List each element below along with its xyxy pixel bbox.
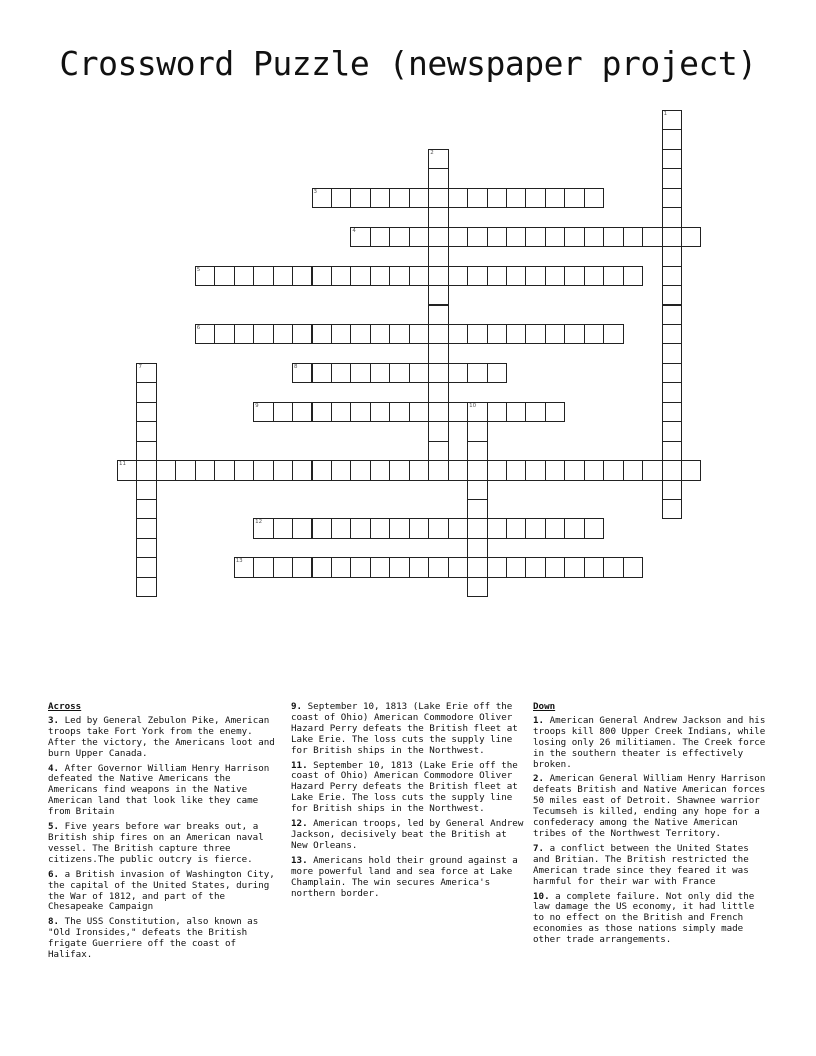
grid-cell[interactable] xyxy=(448,402,468,422)
grid-cell[interactable] xyxy=(506,188,526,208)
grid-cell[interactable] xyxy=(623,266,643,286)
clue-text: September 10, 1813 (Lake Erie off the coast of Ohio) American Commodore Oliver Hazard Perry defeats the British fleet at Lake Erie. The loss cuts the supply line for British ships in the Northwest. xyxy=(291,701,518,756)
clue-number: 1. xyxy=(533,714,545,726)
grid-cell[interactable] xyxy=(312,324,332,344)
down-heading: Down xyxy=(533,701,556,712)
grid-cell[interactable] xyxy=(584,266,604,286)
grid-cell[interactable] xyxy=(428,168,448,188)
grid-cell[interactable] xyxy=(467,227,487,247)
grid-cell[interactable] xyxy=(467,363,487,383)
grid-cell[interactable] xyxy=(428,246,448,266)
grid-cell[interactable] xyxy=(409,460,429,480)
grid-cell[interactable] xyxy=(350,227,370,247)
clue-across-4 xyxy=(48,764,280,819)
clue-number: 6. xyxy=(48,868,60,880)
grid-cell[interactable] xyxy=(662,363,682,383)
clues-column-2 xyxy=(291,702,526,903)
grid-cell[interactable] xyxy=(642,227,662,247)
grid-cell[interactable] xyxy=(312,557,332,577)
grid-cell[interactable] xyxy=(545,188,565,208)
grid-cell[interactable] xyxy=(564,557,584,577)
clue-across-11 xyxy=(291,761,526,816)
clue-number-label: 8 xyxy=(294,363,298,370)
grid-cell[interactable] xyxy=(662,499,682,519)
grid-cell[interactable] xyxy=(603,557,623,577)
grid-cell[interactable] xyxy=(136,460,156,480)
clue-across-12 xyxy=(291,819,526,852)
grid-cell[interactable] xyxy=(545,557,565,577)
clue-number-label: 2 xyxy=(430,149,434,156)
grid-cell[interactable] xyxy=(409,402,429,422)
grid-cell[interactable] xyxy=(545,266,565,286)
clue-text: American General William Henry Harrison defeats British and Native American forces 50 miles east of Detroit. Shawnee warrior Tecumseh is killed, ending any hope for a confederacy among the Native American tribes of the Northwest Territory. xyxy=(533,773,766,839)
grid-cell[interactable] xyxy=(312,518,332,538)
grid-cell[interactable] xyxy=(525,460,545,480)
grid-cell[interactable] xyxy=(681,460,701,480)
grid-cell[interactable] xyxy=(350,324,370,344)
grid-cell[interactable] xyxy=(370,266,390,286)
grid-cell[interactable] xyxy=(234,266,254,286)
grid-cell[interactable] xyxy=(331,518,351,538)
grid-cell[interactable] xyxy=(428,382,448,402)
grid-cell[interactable] xyxy=(214,460,234,480)
clue-text: After Governor William Henry Harrison defeated the Native Americans the Americans find weapons in the Native American land that look like they came from Britain xyxy=(48,762,270,818)
grid-cell[interactable] xyxy=(487,266,507,286)
grid-cell[interactable] xyxy=(292,518,312,538)
grid-cell[interactable] xyxy=(467,460,487,480)
grid-cell[interactable] xyxy=(662,207,682,227)
grid-cell[interactable] xyxy=(467,499,487,519)
grid-cell[interactable] xyxy=(409,518,429,538)
grid-cell[interactable] xyxy=(350,188,370,208)
grid-cell[interactable] xyxy=(448,518,468,538)
grid-cell[interactable] xyxy=(409,363,429,383)
grid-cell[interactable] xyxy=(331,363,351,383)
grid-cell[interactable] xyxy=(370,402,390,422)
grid-cell[interactable] xyxy=(409,266,429,286)
across-heading: Across xyxy=(48,701,82,712)
grid-cell[interactable] xyxy=(506,266,526,286)
grid-cell[interactable] xyxy=(273,460,293,480)
grid-cell[interactable] xyxy=(662,324,682,344)
grid-cell[interactable] xyxy=(389,363,409,383)
grid-cell[interactable] xyxy=(253,518,273,538)
grid-cell[interactable] xyxy=(428,149,448,169)
grid-cell[interactable] xyxy=(273,324,293,344)
clue-number: 8. xyxy=(48,916,60,928)
grid-cell[interactable] xyxy=(428,363,448,383)
grid-cell[interactable] xyxy=(273,557,293,577)
grid-cell[interactable] xyxy=(350,518,370,538)
clue-text: Americans hold their ground against a more powerful land and sea force at Lake Champlain. The win secures America's northern border. xyxy=(291,854,518,899)
grid-cell[interactable] xyxy=(292,266,312,286)
grid-cell[interactable] xyxy=(136,382,156,402)
grid-cell[interactable] xyxy=(428,402,448,422)
clue-text: Five years before war breaks out, a British ship fires on an American naval vessel. The British capture three citizens.The public outcry is fierce. xyxy=(48,821,264,865)
clues-column-1 xyxy=(48,702,280,965)
clue-number: 12. xyxy=(291,818,308,830)
grid-cell[interactable] xyxy=(662,149,682,169)
grid-cell[interactable] xyxy=(428,460,448,480)
grid-cell[interactable] xyxy=(681,227,701,247)
grid-cell[interactable] xyxy=(234,557,254,577)
grid-cell[interactable] xyxy=(467,441,487,461)
clue-number: 2. xyxy=(533,773,545,785)
grid-cell[interactable] xyxy=(195,266,215,286)
clue-across-3 xyxy=(48,716,280,760)
grid-cell[interactable] xyxy=(584,227,604,247)
clue-number: 3. xyxy=(48,714,60,726)
clue-down-10 xyxy=(533,892,768,947)
grid-cell[interactable] xyxy=(428,227,448,247)
grid-cell[interactable] xyxy=(662,129,682,149)
clue-text: Led by General Zebulon Pike, American troops take Fort York from the enemy. After the victory, the Americans loot and burn Upper Canada. xyxy=(48,714,275,759)
grid-cell[interactable] xyxy=(331,460,351,480)
grid-cell[interactable] xyxy=(292,557,312,577)
clue-across-5 xyxy=(48,822,280,866)
clue-across-6 xyxy=(48,870,280,914)
grid-cell[interactable] xyxy=(662,343,682,363)
grid-cell[interactable] xyxy=(662,285,682,305)
grid-cell[interactable] xyxy=(448,460,468,480)
grid-cell[interactable] xyxy=(662,382,682,402)
grid-cell[interactable] xyxy=(623,227,643,247)
grid-cell[interactable] xyxy=(428,324,448,344)
clue-text: a conflict between the United States and Britian. The British restricted the American trade since they feared it was harmful for their war with France xyxy=(533,842,749,887)
grid-cell[interactable] xyxy=(428,305,448,325)
grid-cell[interactable] xyxy=(662,227,682,247)
clue-across-8 xyxy=(48,917,280,961)
grid-cell[interactable] xyxy=(136,499,156,519)
grid-cell[interactable] xyxy=(448,227,468,247)
grid-cell[interactable] xyxy=(467,421,487,441)
grid-cell[interactable] xyxy=(564,266,584,286)
grid-cell[interactable] xyxy=(136,518,156,538)
grid-cell[interactable] xyxy=(467,402,487,422)
grid-cell[interactable] xyxy=(350,557,370,577)
clue-down-7 xyxy=(533,844,768,888)
clue-number-label: 1 xyxy=(663,111,668,117)
grid-cell[interactable] xyxy=(662,110,682,130)
clue-text: The USS Constitution, also known as "Old Ironsides," defeats the British frigate Guerriere off the coast of Halifax. xyxy=(48,916,259,961)
grid-cell[interactable] xyxy=(564,460,584,480)
grid-cell[interactable] xyxy=(389,460,409,480)
grid-cell[interactable] xyxy=(487,557,507,577)
grid-cell[interactable] xyxy=(195,460,215,480)
grid-cell[interactable] xyxy=(545,518,565,538)
grid-cell[interactable] xyxy=(487,188,507,208)
grid-cell[interactable] xyxy=(467,266,487,286)
grid-cell[interactable] xyxy=(467,557,487,577)
clue-number: 13. xyxy=(291,854,308,866)
grid-cell[interactable] xyxy=(662,402,682,422)
clue-number: 7. xyxy=(533,842,545,854)
grid-cell[interactable] xyxy=(525,557,545,577)
grid-cell[interactable] xyxy=(506,518,526,538)
grid-cell[interactable] xyxy=(525,188,545,208)
grid-cell[interactable] xyxy=(603,460,623,480)
grid-cell[interactable] xyxy=(467,577,487,597)
grid-cell[interactable] xyxy=(370,188,390,208)
grid-cell[interactable] xyxy=(370,324,390,344)
grid-cell[interactable] xyxy=(389,266,409,286)
grid-cell[interactable] xyxy=(545,402,565,422)
clue-text: American troops, led by General Andrew Jackson, decisively beat the British at New Orleans. xyxy=(291,818,524,851)
grid-cell[interactable] xyxy=(564,227,584,247)
grid-cell[interactable] xyxy=(214,324,234,344)
grid-cell[interactable] xyxy=(389,518,409,538)
page-title: Crossword Puzzle (newspaper project) xyxy=(59,44,757,83)
grid-cell[interactable] xyxy=(312,188,332,208)
grid-cell[interactable] xyxy=(623,557,643,577)
clue-number-label: 6 xyxy=(196,324,201,331)
grid-cell[interactable] xyxy=(506,460,526,480)
grid-cell[interactable] xyxy=(331,557,351,577)
grid-cell[interactable] xyxy=(195,324,215,344)
grid-cell[interactable] xyxy=(623,460,643,480)
grid-cell[interactable] xyxy=(136,538,156,558)
grid-cell[interactable] xyxy=(136,480,156,500)
grid-cell[interactable] xyxy=(487,402,507,422)
grid-cell[interactable] xyxy=(350,460,370,480)
grid-cell[interactable] xyxy=(564,188,584,208)
grid-cell[interactable] xyxy=(156,460,176,480)
grid-cell[interactable] xyxy=(525,266,545,286)
clue-number-label: 3 xyxy=(313,188,317,195)
grid-cell[interactable] xyxy=(662,168,682,188)
grid-cell[interactable] xyxy=(370,460,390,480)
clue-number-label: 4 xyxy=(352,227,356,234)
clue-number-label: 5 xyxy=(196,266,201,273)
grid-cell[interactable] xyxy=(136,577,156,597)
grid-cell[interactable] xyxy=(584,557,604,577)
grid-cell[interactable] xyxy=(370,363,390,383)
grid-cell[interactable] xyxy=(564,324,584,344)
grid-cell[interactable] xyxy=(409,188,429,208)
grid-cell[interactable] xyxy=(448,324,468,344)
grid-cell[interactable] xyxy=(603,266,623,286)
grid-cell[interactable] xyxy=(389,227,409,247)
grid-cell[interactable] xyxy=(136,421,156,441)
grid-cell[interactable] xyxy=(545,227,565,247)
grid-cell[interactable] xyxy=(292,363,312,383)
clue-text: a complete failure. Not only did the law damage the US economy, it had little to no effect on the British and French economies as those nations simply made other trade arrangements. xyxy=(533,890,755,946)
grid-cell[interactable] xyxy=(487,227,507,247)
grid-cell[interactable] xyxy=(467,480,487,500)
grid-cell[interactable] xyxy=(428,207,448,227)
grid-cell[interactable] xyxy=(273,402,293,422)
grid-cell[interactable] xyxy=(409,324,429,344)
clue-number: 4. xyxy=(48,762,60,774)
grid-cell[interactable] xyxy=(448,557,468,577)
grid-cell[interactable] xyxy=(312,460,332,480)
grid-cell[interactable] xyxy=(603,324,623,344)
grid-cell[interactable] xyxy=(234,324,254,344)
grid-cell[interactable] xyxy=(389,188,409,208)
grid-cell[interactable] xyxy=(584,188,604,208)
grid-cell[interactable] xyxy=(467,538,487,558)
grid-cell[interactable] xyxy=(253,460,273,480)
clue-across-9 xyxy=(291,702,526,757)
grid-cell[interactable] xyxy=(428,188,448,208)
grid-cell[interactable] xyxy=(487,363,507,383)
grid-cell[interactable] xyxy=(428,285,448,305)
grid-cell[interactable] xyxy=(428,266,448,286)
grid-cell[interactable] xyxy=(117,460,137,480)
clue-number-label: 12 xyxy=(255,519,263,526)
grid-cell[interactable] xyxy=(136,363,156,383)
grid-cell[interactable] xyxy=(253,266,273,286)
grid-cell[interactable] xyxy=(370,557,390,577)
grid-cell[interactable] xyxy=(467,324,487,344)
grid-cell[interactable] xyxy=(584,460,604,480)
grid-cell[interactable] xyxy=(312,266,332,286)
grid-cell[interactable] xyxy=(448,266,468,286)
grid-cell[interactable] xyxy=(370,518,390,538)
grid-cell[interactable] xyxy=(448,188,468,208)
clue-down-2 xyxy=(533,774,768,839)
grid-cell[interactable] xyxy=(273,518,293,538)
grid-cell[interactable] xyxy=(662,480,682,500)
grid-cell[interactable] xyxy=(234,460,254,480)
grid-cell[interactable] xyxy=(487,518,507,538)
grid-cell[interactable] xyxy=(253,324,273,344)
clue-number: 5. xyxy=(48,821,60,833)
clue-number-label: 11 xyxy=(119,461,126,468)
grid-cell[interactable] xyxy=(506,557,526,577)
grid-cell[interactable] xyxy=(448,363,468,383)
grid-cell[interactable] xyxy=(253,557,273,577)
grid-cell[interactable] xyxy=(428,421,448,441)
grid-cell[interactable] xyxy=(545,460,565,480)
grid-cell[interactable] xyxy=(487,324,507,344)
grid-cell[interactable] xyxy=(273,266,293,286)
grid-cell[interactable] xyxy=(642,460,662,480)
grid-cell[interactable] xyxy=(350,402,370,422)
grid-cell[interactable] xyxy=(428,441,448,461)
grid-cell[interactable] xyxy=(584,518,604,538)
grid-cell[interactable] xyxy=(662,246,682,266)
grid-cell[interactable] xyxy=(603,227,623,247)
grid-cell[interactable] xyxy=(312,402,332,422)
grid-cell[interactable] xyxy=(525,324,545,344)
grid-cell[interactable] xyxy=(662,266,682,286)
grid-cell[interactable] xyxy=(467,188,487,208)
grid-cell[interactable] xyxy=(525,518,545,538)
clue-across-13 xyxy=(291,856,526,900)
grid-cell[interactable] xyxy=(292,324,312,344)
grid-cell[interactable] xyxy=(545,324,565,344)
clue-number: 11. xyxy=(291,759,308,771)
clue-down-1 xyxy=(533,716,768,771)
grid-cell[interactable] xyxy=(389,402,409,422)
grid-cell[interactable] xyxy=(331,324,351,344)
grid-cell[interactable] xyxy=(389,324,409,344)
grid-cell[interactable] xyxy=(253,402,273,422)
grid-cell[interactable] xyxy=(428,557,448,577)
clue-text: a British invasion of Washington City, the capital of the United States, during the War of 1812, and part of the Chesapeake Campaign xyxy=(48,868,275,913)
grid-cell[interactable] xyxy=(175,460,195,480)
grid-cell[interactable] xyxy=(487,460,507,480)
clue-number: 9. xyxy=(291,701,303,712)
grid-cell[interactable] xyxy=(136,557,156,577)
grid-cell[interactable] xyxy=(331,188,351,208)
clues-column-3 xyxy=(533,702,768,950)
grid-cell[interactable] xyxy=(409,227,429,247)
clue-number-label: 9 xyxy=(255,402,259,409)
grid-cell[interactable] xyxy=(506,402,526,422)
grid-cell[interactable] xyxy=(409,557,429,577)
clue-text: September 10, 1813 (Lake Erie off the coast of Ohio) American Commodore Oliver Hazard Perry defeats the British fleet at Lake Erie. The loss cuts the supply line for British ships in the Northwest. xyxy=(291,759,518,815)
clue-number: 10. xyxy=(533,890,550,902)
grid-cell[interactable] xyxy=(428,343,448,363)
grid-cell[interactable] xyxy=(350,266,370,286)
grid-cell[interactable] xyxy=(331,402,351,422)
grid-cell[interactable] xyxy=(292,402,312,422)
grid-cell[interactable] xyxy=(428,518,448,538)
grid-cell[interactable] xyxy=(506,324,526,344)
grid-cell[interactable] xyxy=(662,188,682,208)
clue-number-label: 10 xyxy=(469,402,477,409)
grid-cell[interactable] xyxy=(214,266,234,286)
grid-cell[interactable] xyxy=(584,324,604,344)
clue-number-label: 7 xyxy=(138,363,142,370)
grid-cell[interactable] xyxy=(312,363,332,383)
grid-cell[interactable] xyxy=(331,266,351,286)
clue-text: American General Andrew Jackson and his troops kill 800 Upper Creek Indians, while losing only 26 militiamen. The Creek force in the southern theater is effectively broken. xyxy=(533,714,766,770)
grid-cell[interactable] xyxy=(525,402,545,422)
grid-cell[interactable] xyxy=(525,227,545,247)
grid-cell[interactable] xyxy=(662,305,682,325)
grid-cell[interactable] xyxy=(136,402,156,422)
grid-cell[interactable] xyxy=(662,421,682,441)
grid-cell[interactable] xyxy=(350,363,370,383)
grid-cell[interactable] xyxy=(136,441,156,461)
grid-cell[interactable] xyxy=(467,518,487,538)
clue-number-label: 13 xyxy=(235,558,243,565)
grid-cell[interactable] xyxy=(662,460,682,480)
grid-cell[interactable] xyxy=(389,557,409,577)
grid-cell[interactable] xyxy=(564,518,584,538)
grid-cell[interactable] xyxy=(662,441,682,461)
grid-cell[interactable] xyxy=(370,227,390,247)
grid-cell[interactable] xyxy=(506,227,526,247)
grid-cell[interactable] xyxy=(292,460,312,480)
